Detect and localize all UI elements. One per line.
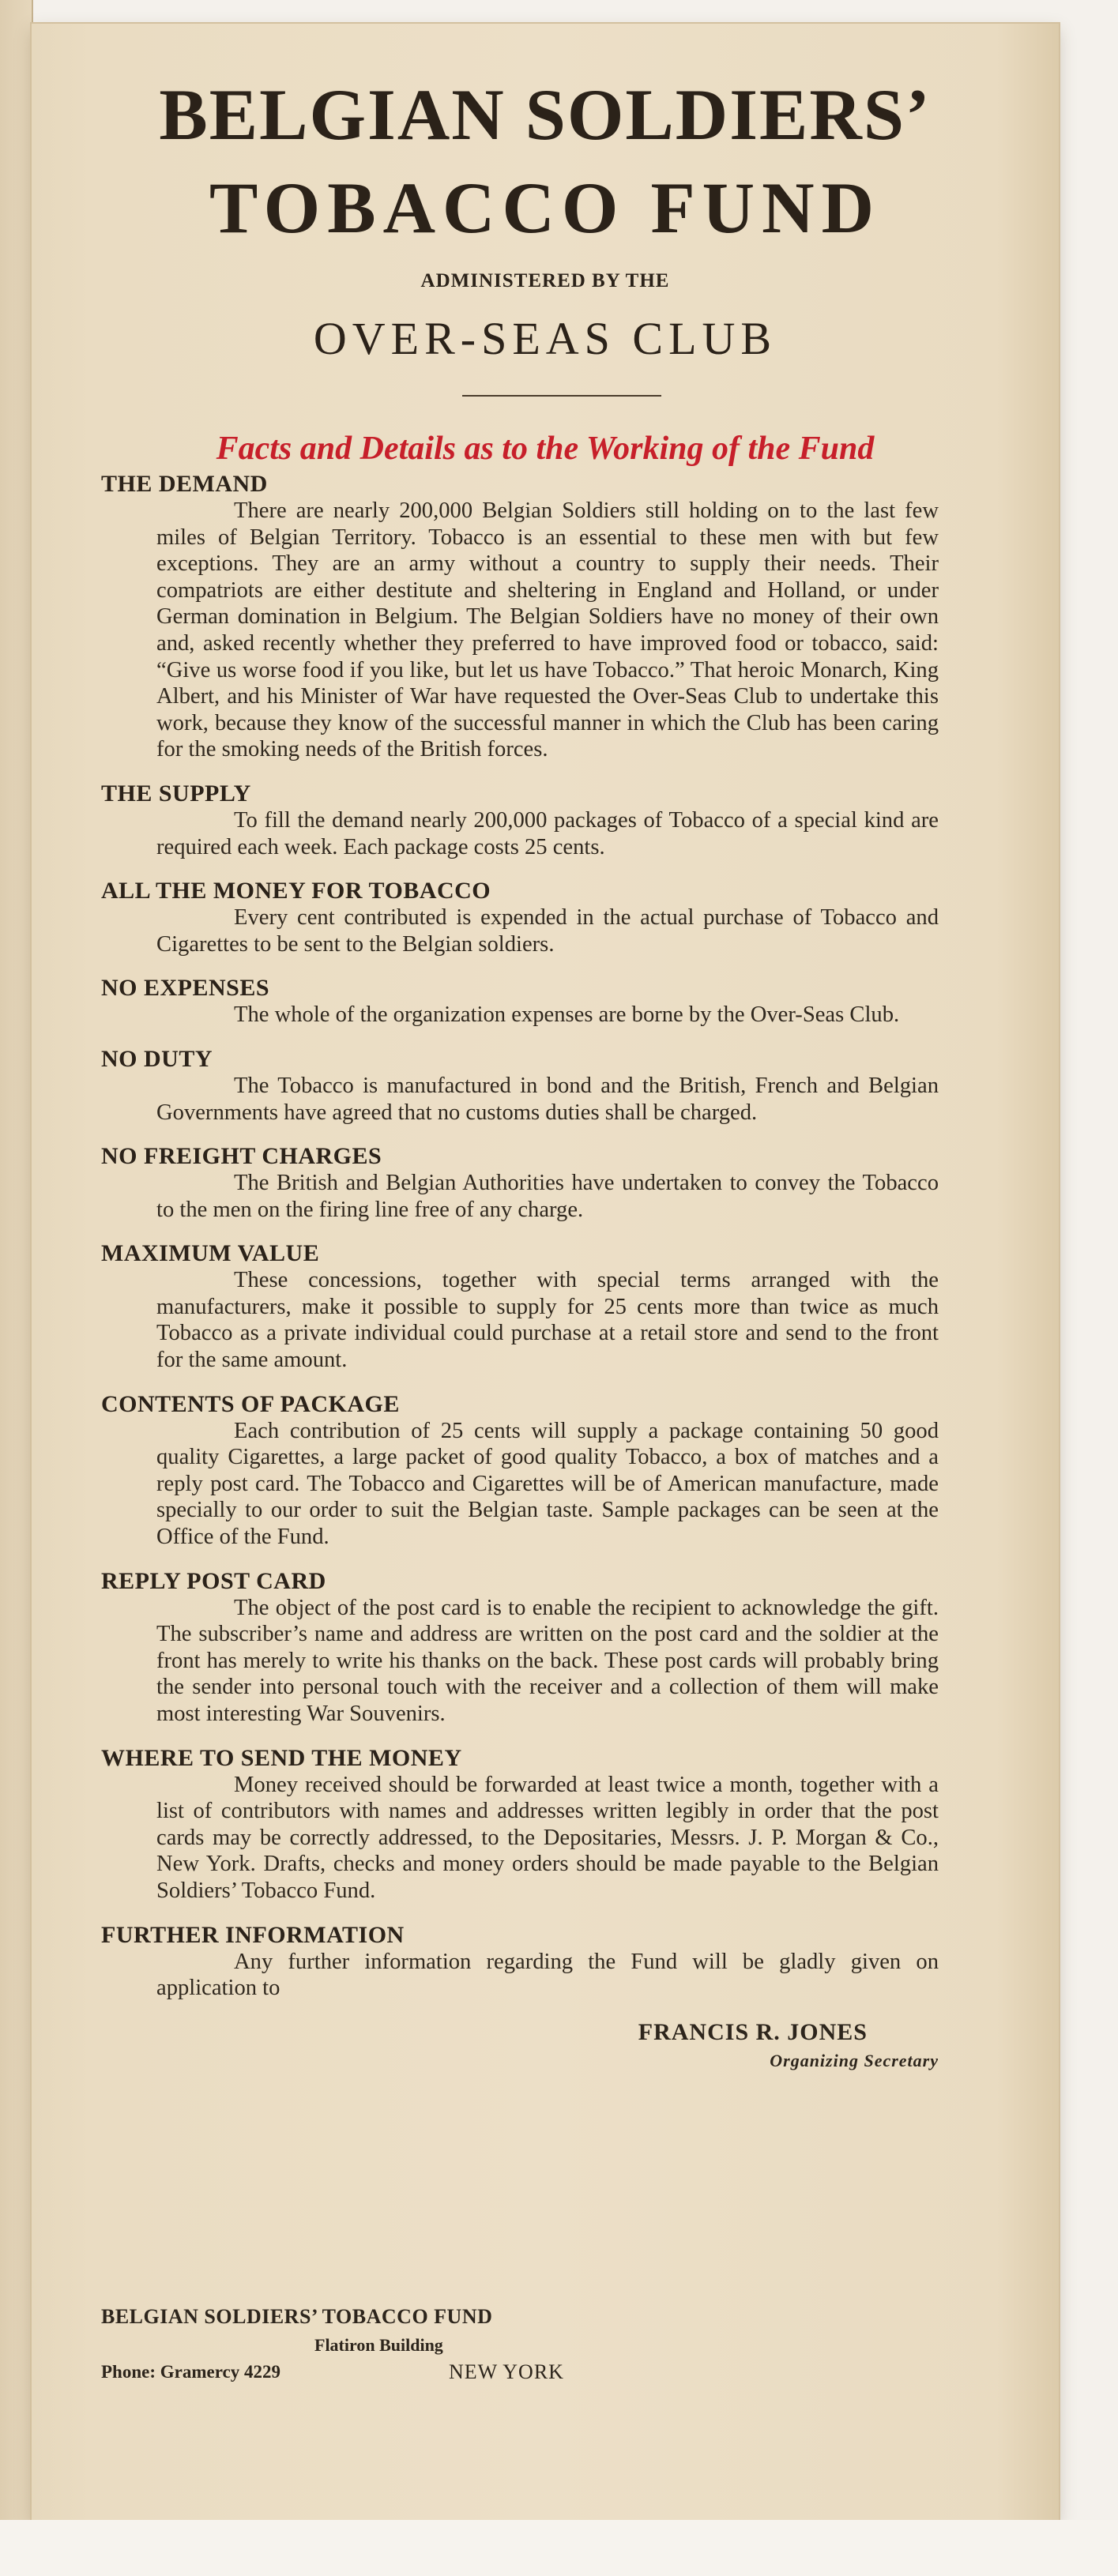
- section-body: There are nearly 200,000 Belgian Soldiers still holding on to the last few miles of Belgian Territory. Tobacco is an essential to these men with but few exceptions. They are an army without a country to supply their needs. Their compatriots are either destitute and sheltering in England and Holland, or under German domination in Belgium. The Belgian Soldiers have no money of their own and, asked recently whether they preferred to have improved food or tobacco, said: “Give us worse food if you like, but let us have Tobacco.” That heroic Monarch, King Albert, and his Minister of War have requested the Over-Seas Club to undertake this work, because they know of the successful manner in which the Club has been caring for the smoking needs of the British forces.: [156, 498, 939, 762]
- section-heading: WHERE TO SEND THE MONEY: [101, 1744, 462, 1771]
- divider-rule: [462, 395, 661, 397]
- section-maximum-value: [101, 1240, 939, 1373]
- section-heading: THE SUPPLY: [101, 780, 251, 807]
- signature-block: [101, 2019, 939, 2082]
- section-heading: REPLY POST CARD: [101, 1567, 326, 1594]
- section-body: The Tobacco is manufactured in bond and the British, French and Belgian Governments have agreed that no customs duties shall be charged.: [156, 1073, 939, 1125]
- section-body: Any further information regarding the Fund will be gladly given on application to: [156, 1949, 939, 2001]
- section-heading: MAXIMUM VALUE: [101, 1240, 320, 1267]
- section-heading: NO DUTY: [101, 1045, 213, 1072]
- administered-by-label: ADMINISTERED BY THE: [420, 270, 670, 291]
- section-no-freight: [101, 1143, 939, 1223]
- footer-city: NEW YORK: [449, 2360, 564, 2383]
- section-heading: NO FREIGHT CHARGES: [101, 1143, 382, 1170]
- section-body: The British and Belgian Authorities have undertaken to convey the Tobacco to the men on the firing line free of any charge.: [156, 1171, 939, 1222]
- sections-list: [101, 471, 939, 2082]
- signatory-name: FRANCIS R. JONES: [638, 2018, 868, 2045]
- section-body: The object of the post card is to enable the recipient to acknowledge the gift. The subscriber’s name and address are written on the post card and the soldier at the front has merely to write his thanks on the back. These post cards will probably bring the sender into personal touch with the receiver and a collection of them will make most interesting War Souvenirs.: [156, 1595, 939, 1726]
- previous-page-edge: [0, 0, 33, 2576]
- section-reply-post-card: [101, 1568, 939, 1728]
- section-contents-of-package: [101, 1391, 939, 1551]
- section-heading: THE DEMAND: [101, 471, 268, 497]
- subtitle: Facts and Details as to the Working of the Fund: [216, 431, 875, 467]
- scan-background: [0, 2520, 1118, 2576]
- section-heading: FURTHER INFORMATION: [101, 1921, 405, 1948]
- section-heading: ALL THE MONEY FOR TOBACCO: [101, 878, 491, 904]
- section-further-information: [101, 1922, 939, 2002]
- section-the-demand: [101, 471, 939, 763]
- section-body: These concessions, together with special terms arranged with the manufacturers, make it possible to supply for 25 cents more than twice as much Tobacco as a private individual could purchase at a retail store and send to the front for the same amount.: [156, 1268, 939, 1373]
- footer-organization: BELGIAN SOLDIERS’ TOBACCO FUND: [101, 2305, 493, 2328]
- title-line-1: BELGIAN SOLDIERS’: [159, 74, 932, 155]
- section-heading: NO EXPENSES: [101, 975, 270, 1002]
- section-no-duty: [101, 1046, 939, 1126]
- section-heading: CONTENTS OF PACKAGE: [101, 1390, 400, 1417]
- title-line-2: TOBACCO FUND: [209, 167, 882, 248]
- section-body: Each contribution of 25 cents will supply a package containing 50 good quality Cigarettes, a large packet of good quality Tobacco, a box of matches and a reply post card. The Tobacco and Cigarettes will be of American manufacture, made specially to our order to suit the Belgian taste. Sample packages can be seen at the Office of the Fund.: [156, 1418, 939, 1550]
- section-no-expenses: [101, 975, 939, 1029]
- club-name: OVER-SEAS CLUB: [313, 313, 777, 364]
- footer-building: Flatiron Building: [314, 2335, 443, 2355]
- footer-contact-row: [101, 2362, 812, 2386]
- footer-phone: Phone: Gramercy 4229: [101, 2362, 280, 2382]
- section-body: To fill the demand nearly 200,000 packages of Tobacco of a special kind are required each week. Each package costs 25 cents.: [156, 807, 939, 859]
- section-all-money: [101, 878, 939, 957]
- section-body: Every cent contributed is expended in the actual purchase of Tobacco and Cigarettes to be sent to the Belgian soldiers.: [156, 905, 939, 957]
- section-body: The whole of the organization expenses are borne by the Over-Seas Club.: [234, 1002, 900, 1028]
- section-the-supply: [101, 780, 939, 860]
- signatory-title: Organizing Secretary: [770, 2050, 939, 2070]
- section-where-to-send: [101, 1745, 939, 1905]
- section-body: Money received should be forwarded at least twice a month, together with a list of contributors with names and addresses written legibly in order that the post cards may be correctly addressed, to the Depositaries, Messrs. J. P. Morgan & Co., New York. Drafts, checks and money orders should be made payable to the Belgian Soldiers’ Tobacco Fund.: [156, 1772, 939, 1903]
- footer: [101, 2305, 812, 2386]
